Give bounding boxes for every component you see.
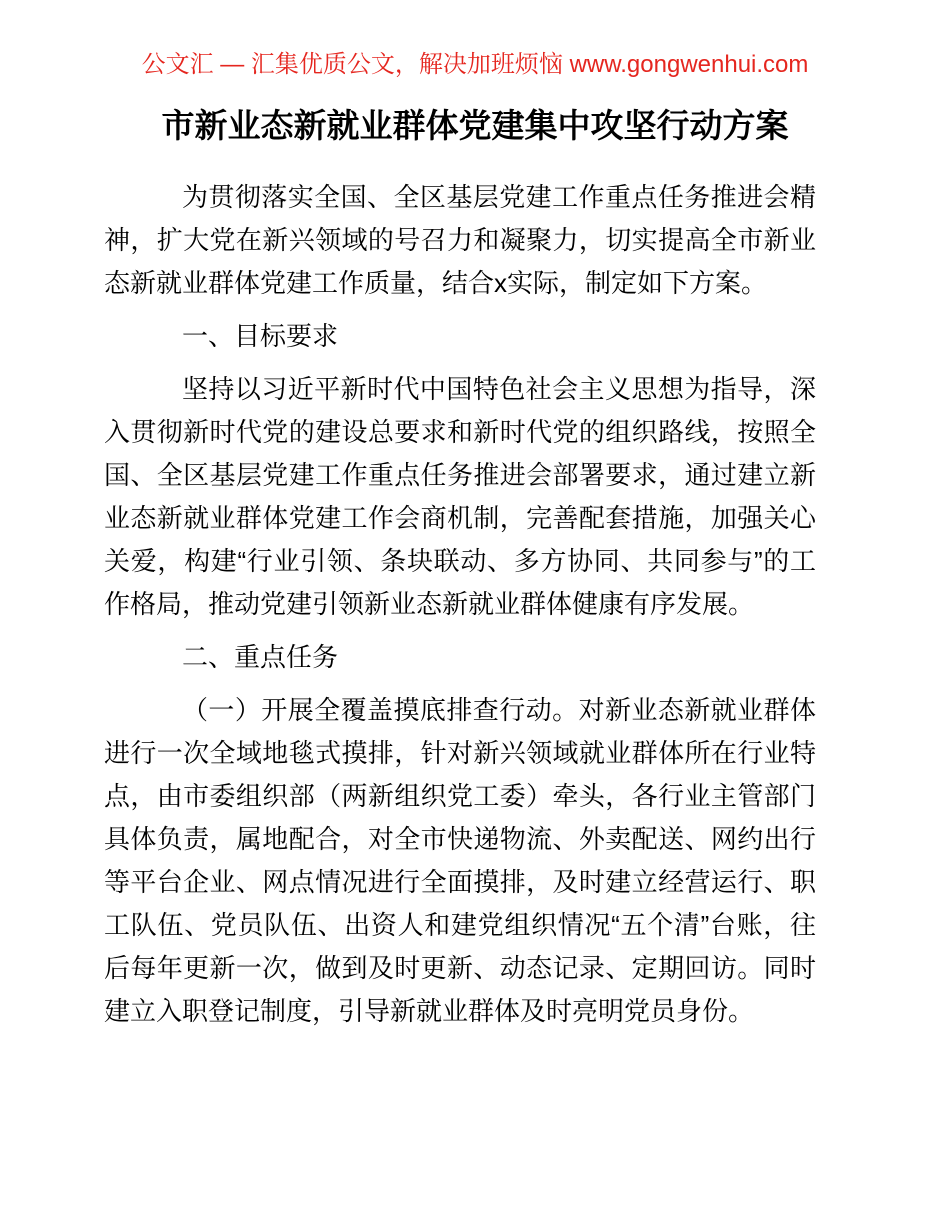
document-body (104, 176, 816, 1033)
document-title: 市新业态新就业群体党建集中攻坚行动方案 (161, 107, 789, 144)
goals-paragraph: 坚持以习近平新时代中国特色社会主义思想为指导，深入贯彻新时代党的建设总要求和新时代党的组织路线，按照全国、全区基层党建工作重点任务推进会部署要求，通过建立新业态新就业群体党建工作会商机制，完善配套措施，加强关心关爱，构建“行业引领、条块联动、多方协同、共同参与”的工作格局，推动党建引领新业态新就业群体健康有序发展。 (104, 374, 816, 619)
intro-paragraph: 为贯彻落实全国、全区基层党建工作重点任务推进会精神，扩大党在新兴领域的号召力和凝聚力，切实提高全市新业态新就业群体党建工作质量，结合x实际，制定如下方案。 (104, 182, 816, 298)
section-heading-goals: 一、目标要求 (182, 321, 339, 351)
key-tasks-paragraph-1: （一）开展全覆盖摸底排查行动。对新业态新就业群体进行一次全域地毯式摸排，针对新兴领域就业群体所在行业特点，由市委组织部（两新组织党工委）牵头，各行业主管部门具体负责，属地配合，对全市快递物流、外卖配送、网约出行等平台企业、网点情况进行全面摸排，及时建立经营运行、职工队伍、党员队伍、出资人和建党组织情况“五个清”台账，往后每年更新一次，做到及时更新、动态记录、定期回访。同时建立入职登记制度，引导新就业群体及时亮明党员身份。 (104, 695, 816, 1026)
site-watermark-text: 公文汇 — 汇集优质公文，解决加班烦恼 www.gongwenhui.com (141, 51, 809, 78)
section-heading-key-tasks: 二、重点任务 (182, 642, 339, 672)
